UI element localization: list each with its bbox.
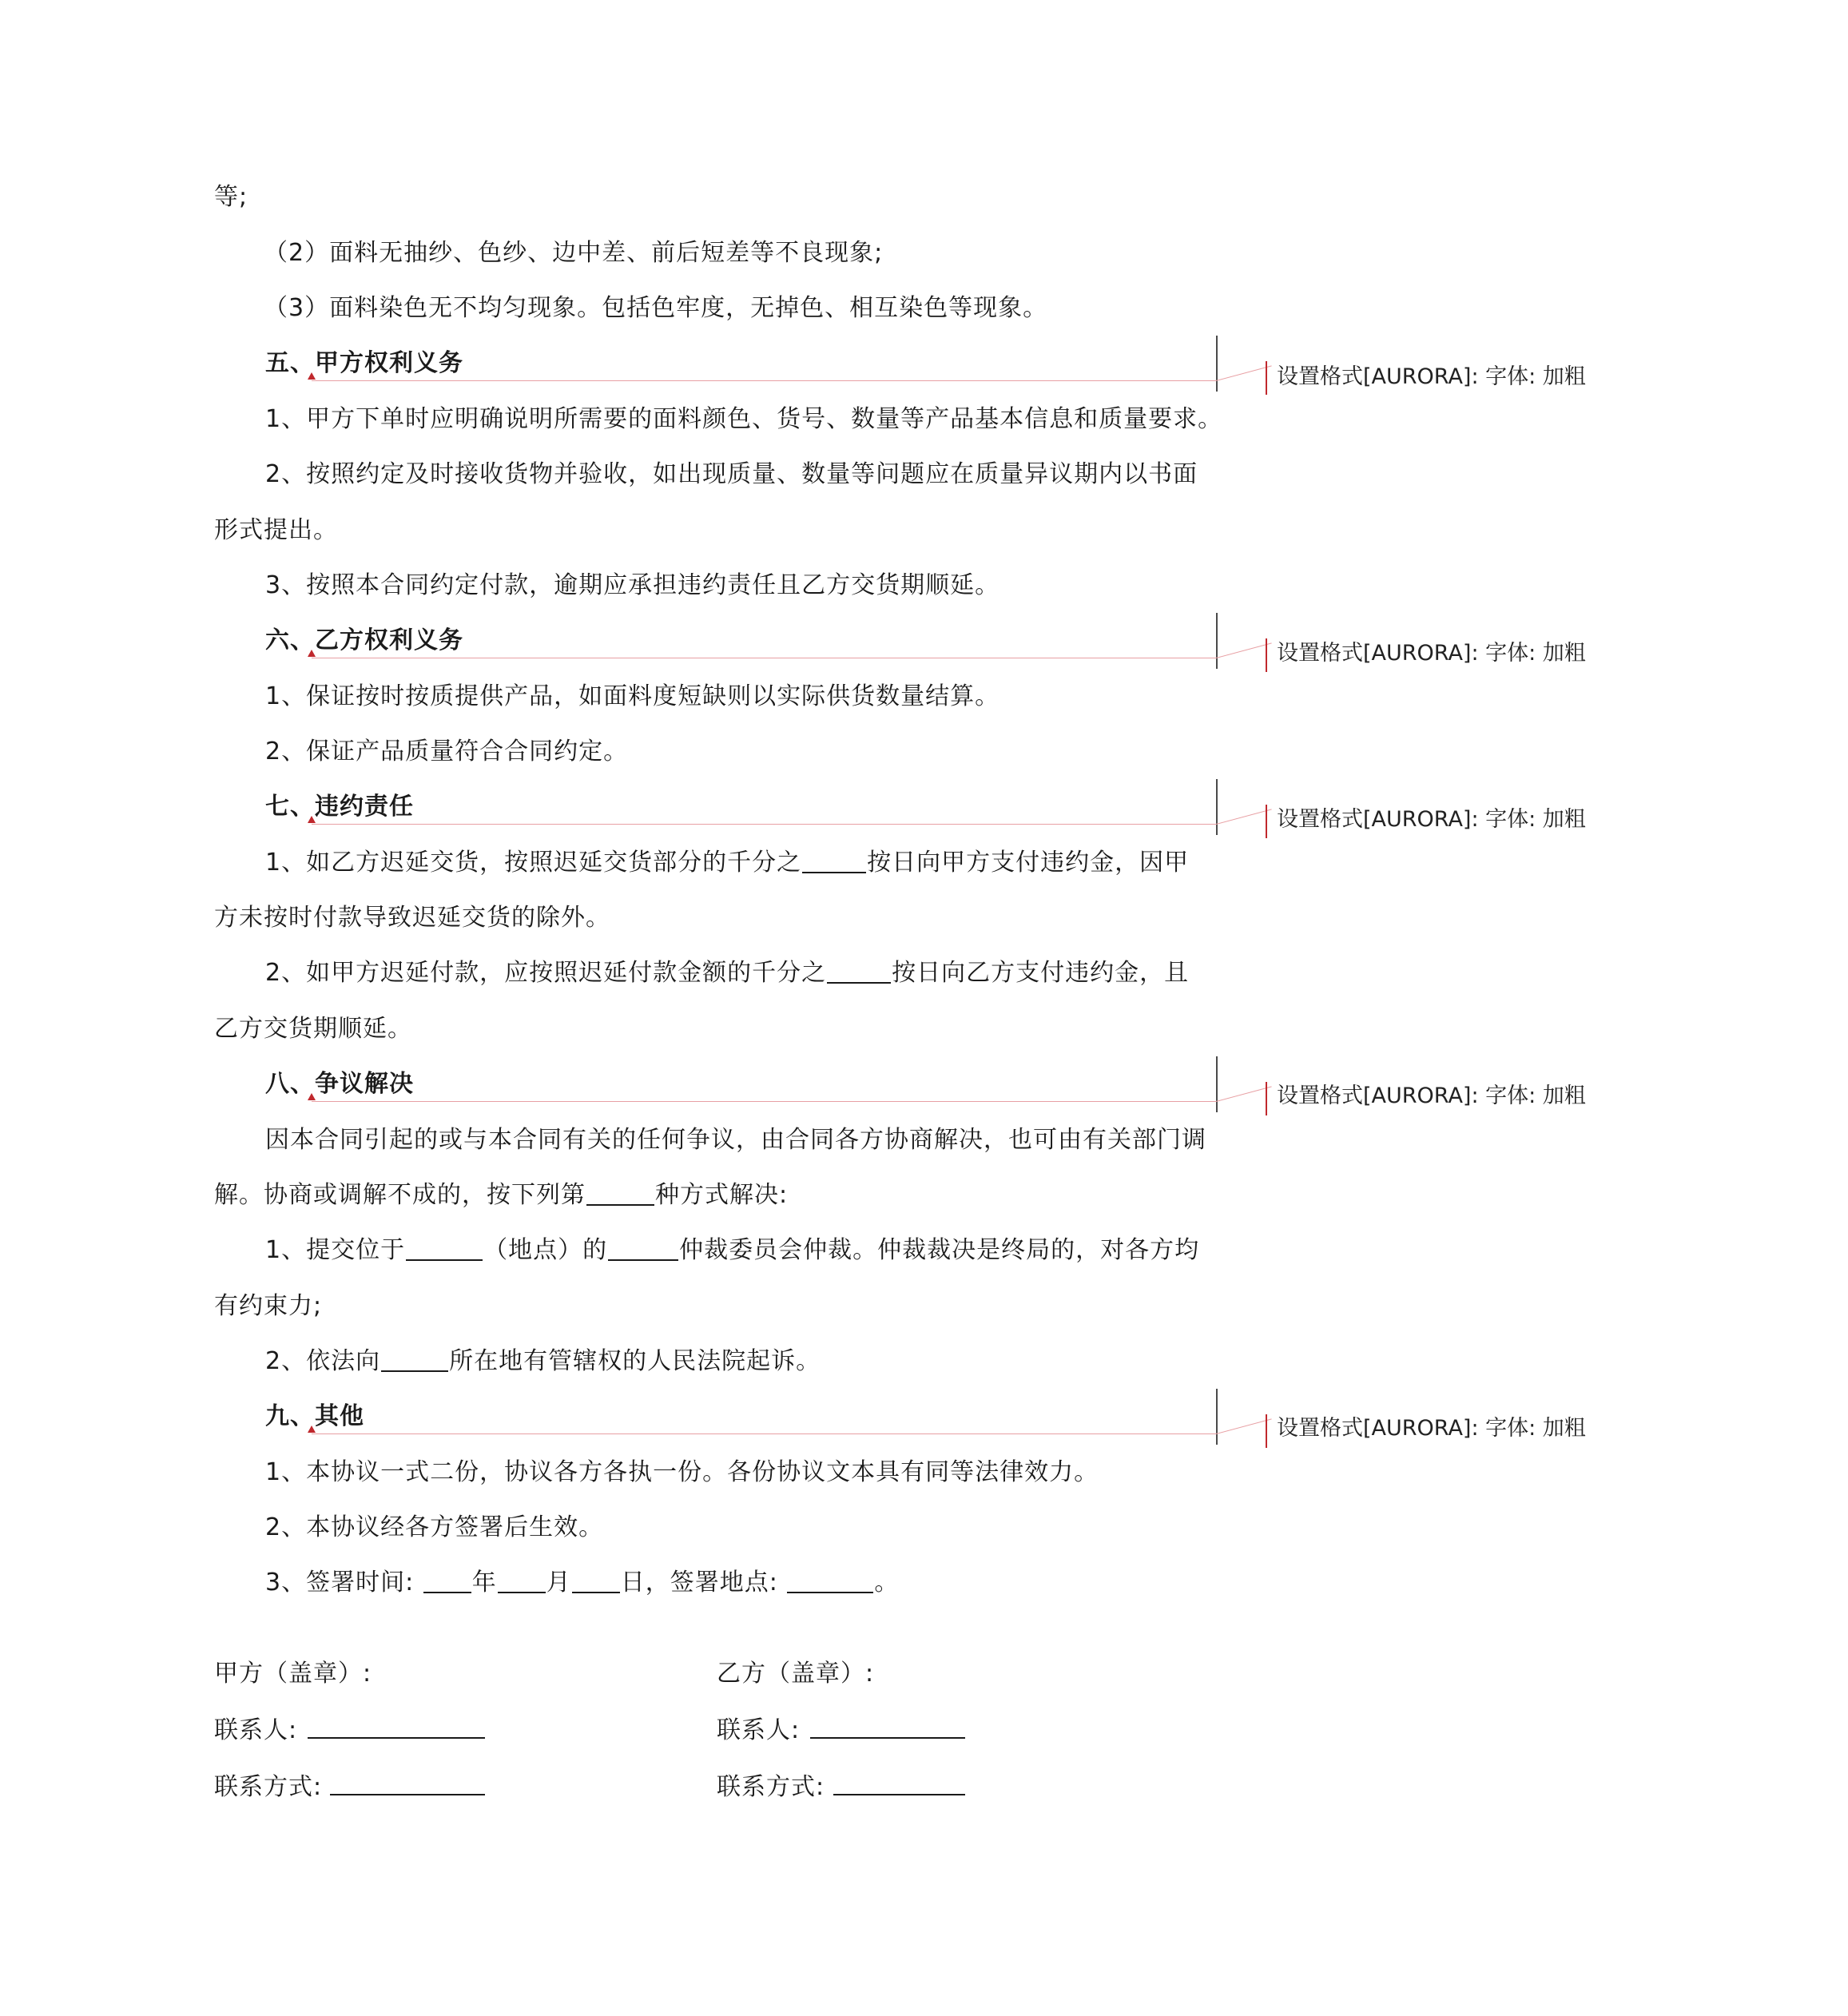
- format-comment[interactable]: 设置格式[AURORA]: 字体: 加粗: [1277, 1416, 1586, 1441]
- s9-item-2: 2、本协议经各方签署后生效。: [265, 1513, 604, 1541]
- comment-balloon-bar: [1266, 1082, 1267, 1115]
- format-comment[interactable]: 设置格式[AURORA]: 字体: 加粗: [1277, 641, 1586, 666]
- fill-in-blank[interactable]: [787, 1568, 873, 1593]
- quality-item-3: （3）面料染色无不均匀现象。包括色牢度，无掉色、相互染色等现象。: [264, 294, 1048, 322]
- revision-change-bar: [1216, 613, 1218, 669]
- revision-marker-icon: [308, 650, 316, 657]
- revision-marker-icon: [308, 1426, 316, 1433]
- fill-in-blank[interactable]: [586, 1180, 654, 1206]
- comment-balloon-bar: [1266, 361, 1267, 395]
- revision-change-bar: [1216, 779, 1218, 835]
- revision-marker-icon: [308, 1093, 316, 1100]
- fill-in-blank[interactable]: [381, 1346, 448, 1372]
- party-b-contact-label: 联系人:: [717, 1716, 801, 1744]
- s7-item-2: 2、如甲方迟延付款，应按照迟延付款金额的千分之 按日向乙方支付违约金，且: [265, 959, 1190, 987]
- s8-intro-cont: 解。协商或调解不成的，按下列第 种方式解决:: [214, 1181, 789, 1209]
- section-heading-6: 六、乙方权利义务: [265, 626, 463, 654]
- party-a-method-label: 联系方式:: [214, 1773, 323, 1801]
- format-comment[interactable]: 设置格式[AURORA]: 字体: 加粗: [1277, 364, 1586, 389]
- revision-connector: [1216, 1086, 1272, 1102]
- section-heading-7: 七、违约责任: [265, 793, 414, 821]
- revision-change-bar: [1216, 1056, 1218, 1112]
- s5-item-3: 3、按照本合同约定付款，逾期应承担违约责任且乙方交货期顺延。: [265, 571, 1000, 599]
- fill-in-blank[interactable]: [498, 1568, 546, 1593]
- section-heading-9: 九、其他: [265, 1402, 364, 1430]
- s5-item-1: 1、甲方下单时应明确说明所需要的面料颜色、货号、数量等产品基本信息和质量要求。: [265, 405, 1223, 433]
- s8-intro: 因本合同引起的或与本合同有关的任何争议，由合同各方协商解决，也可由有关部门调: [265, 1126, 1206, 1154]
- fill-in-blank[interactable]: [827, 958, 891, 984]
- revision-connector: [1216, 809, 1272, 825]
- section-heading-8: 八、争议解决: [265, 1070, 414, 1098]
- s6-item-1: 1、保证按时按质提供产品，如面料度短缺则以实际供货数量结算。: [265, 682, 1000, 710]
- party-a-contact-field[interactable]: [308, 1737, 485, 1739]
- revision-marker-icon: [308, 372, 316, 380]
- comment-balloon-bar: [1266, 638, 1267, 672]
- revision-change-bar: [1216, 1389, 1218, 1445]
- s7-item-2-cont: 乙方交货期顺延。: [214, 1015, 412, 1043]
- s8-item-2: 2、依法向 所在地有管辖权的人民法院起诉。: [265, 1347, 821, 1375]
- revision-connector: [1216, 1418, 1272, 1434]
- revision-marker-icon: [308, 816, 316, 823]
- party-b-seal-label: 乙方（盖章）:: [717, 1660, 875, 1688]
- party-b-method-field[interactable]: [833, 1794, 965, 1795]
- revision-connector: [1216, 365, 1272, 381]
- revision-underline: [312, 1433, 1217, 1434]
- party-b-method-label: 联系方式:: [717, 1773, 825, 1801]
- format-comment[interactable]: 设置格式[AURORA]: 字体: 加粗: [1277, 1084, 1586, 1108]
- party-b-contact-field[interactable]: [810, 1737, 965, 1739]
- fill-in-blank[interactable]: [572, 1568, 620, 1593]
- body-line: 等;: [214, 183, 248, 211]
- fill-in-blank[interactable]: [608, 1235, 678, 1261]
- quality-item-2: （2）面料无抽纱、色纱、边中差、前后短差等不良现象;: [264, 239, 884, 267]
- s8-item-1-cont: 有约束力;: [214, 1292, 323, 1320]
- comment-balloon-bar: [1266, 805, 1267, 838]
- s7-item-1: 1、如乙方迟延交货，按照迟延交货部分的千分之 按日向甲方支付违约金，因甲: [265, 849, 1190, 877]
- party-a-method-field[interactable]: [330, 1794, 485, 1795]
- fill-in-blank[interactable]: [406, 1235, 483, 1261]
- s8-item-1: 1、提交位于 （地点）的 仲裁委员会仲裁。仲裁裁决是终局的，对各方均: [265, 1236, 1200, 1264]
- s5-item-2: 2、按照约定及时接收货物并验收，如出现质量、数量等问题应在质量异议期内以书面: [265, 460, 1198, 488]
- format-comment[interactable]: 设置格式[AURORA]: 字体: 加粗: [1277, 807, 1586, 832]
- revision-underline: [312, 1101, 1217, 1102]
- s9-item-3: 3、签署时间: 年 月 日，签署地点: 。: [265, 1569, 900, 1596]
- revision-underline: [312, 380, 1217, 381]
- section-heading-5: 五、甲方权利义务: [265, 349, 463, 377]
- fill-in-blank[interactable]: [423, 1568, 471, 1593]
- party-a-seal-label: 甲方（盖章）:: [214, 1660, 372, 1688]
- revision-connector: [1216, 642, 1272, 658]
- revision-underline: [312, 824, 1217, 825]
- s5-item-2-cont: 形式提出。: [214, 516, 338, 544]
- s9-item-1: 1、本协议一式二份，协议各方各执一份。各份协议文本具有同等法律效力。: [265, 1458, 1099, 1486]
- s6-item-2: 2、保证产品质量符合合同约定。: [265, 738, 629, 765]
- party-a-contact-label: 联系人:: [214, 1716, 298, 1744]
- s7-item-1-cont: 方未按时付款导致迟延交货的除外。: [214, 904, 610, 932]
- comment-balloon-bar: [1266, 1414, 1267, 1448]
- fill-in-blank[interactable]: [802, 848, 866, 873]
- revision-change-bar: [1216, 336, 1218, 392]
